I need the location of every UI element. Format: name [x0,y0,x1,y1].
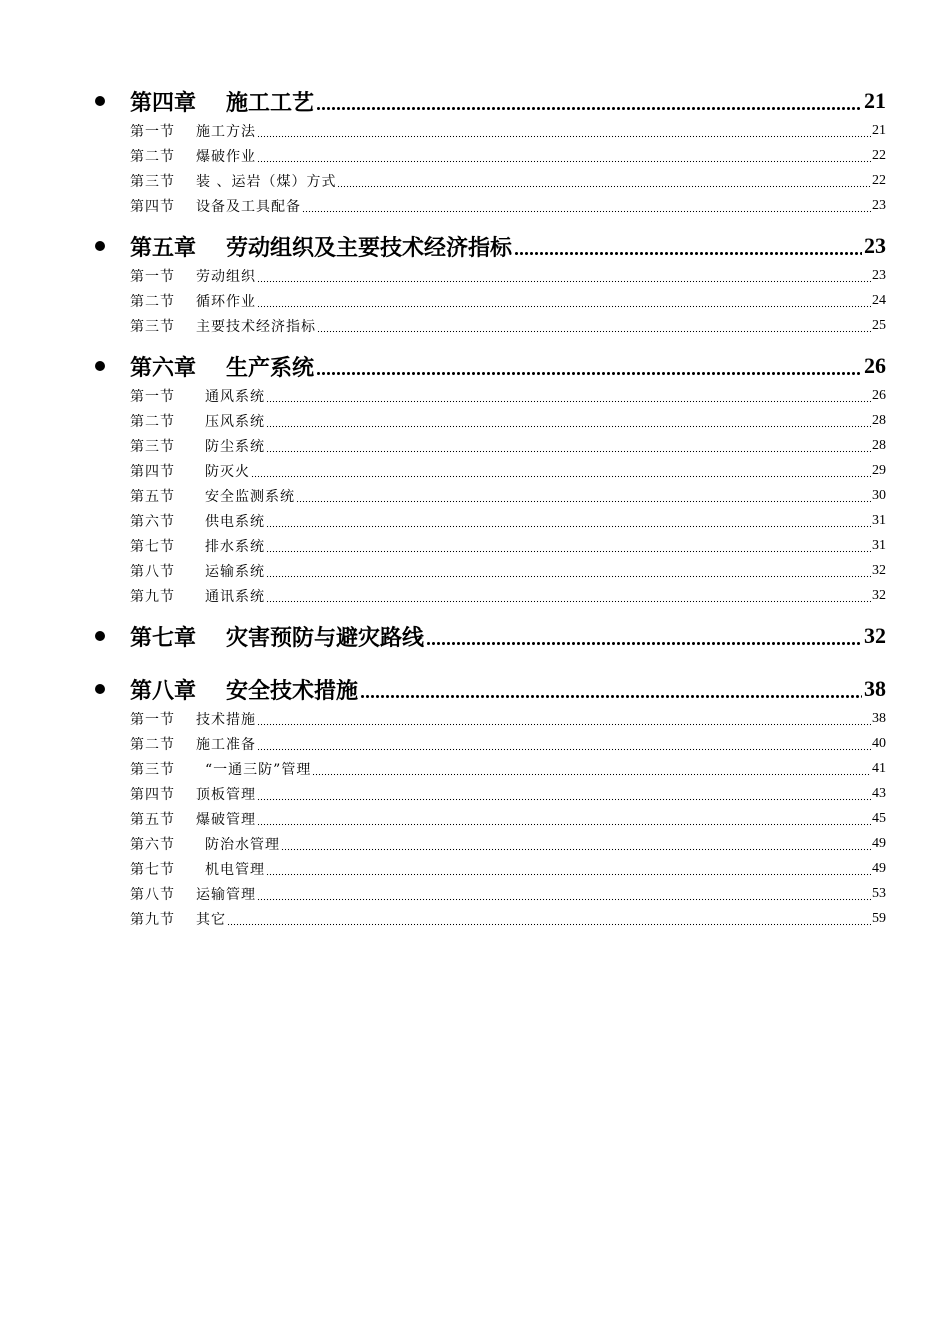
section-page-number: 23 [872,197,886,213]
toc-section[interactable] [0,731,950,756]
chapter-number: 第六章 [130,355,197,381]
section-number: 第三节 [130,761,175,778]
section-title: 运输系统 [205,563,265,580]
section-number: 第三节 [130,173,175,190]
chapter-page-number: 23 [864,233,886,258]
toc-chapter-4[interactable] [0,84,950,118]
section-number: 第七节 [130,861,175,878]
chapter-4-sections [0,118,950,221]
section-number: 第一节 [130,388,175,405]
chapter-page-number: 21 [864,88,886,113]
section-title: 爆破作业 [196,148,256,165]
toc-section[interactable] [0,408,950,433]
dot-leader [337,174,871,188]
section-number: 第二节 [130,148,175,165]
bullet-icon [95,684,105,694]
toc-section[interactable] [0,831,950,856]
section-number: 第五节 [130,488,175,505]
toc-chapter-6[interactable] [0,349,950,383]
chapter-number: 第八章 [130,678,197,704]
section-page-number: 26 [872,387,886,403]
chapter-number: 第四章 [130,90,197,116]
toc-section[interactable] [0,383,950,408]
section-title: 运输管理 [196,886,256,903]
section-page-number: 41 [872,760,886,776]
section-number: 第八节 [130,563,175,580]
section-title: 施工准备 [196,736,256,753]
dot-leader [257,887,871,901]
dot-leader [257,124,871,138]
chapter-title: 劳动组织及主要技术经济指标 [226,235,513,261]
section-page-number: 31 [872,512,886,528]
dot-leader [281,837,871,851]
section-number: 第三节 [130,438,175,455]
toc-chapter-7[interactable] [0,619,950,653]
dot-leader [257,787,871,801]
dot-leader [257,269,871,283]
section-title: 主要技术经济指标 [196,318,316,335]
dot-leader [257,812,871,826]
chapter-title: 安全技术措施 [226,678,359,704]
section-title: 装 、运岩（煤）方式 [196,173,337,190]
chapter-page-number: 38 [864,676,886,701]
dot-leader [251,464,871,478]
chapter-5-sections [0,263,950,341]
section-number: 第四节 [130,786,175,803]
chapter-title: 灾害预防与避灾路线 [226,625,425,651]
section-title: 防治水管理 [205,836,280,853]
section-page-number: 28 [872,412,886,428]
bullet-icon [95,96,105,106]
toc-section[interactable] [0,881,950,906]
chapter-8-sections [0,706,950,934]
section-title: 防灭火 [205,463,250,480]
toc-section[interactable] [0,313,950,338]
chapter-page-number: 26 [864,353,886,378]
dot-leader [360,677,862,699]
section-title: 机电管理 [205,861,265,878]
toc-section[interactable] [0,533,950,558]
section-number: 第四节 [130,463,175,480]
chapter-title: 施工工艺 [226,90,315,116]
section-title: 劳动组织 [196,268,256,285]
toc-section[interactable] [0,168,950,193]
dot-leader [266,564,871,578]
section-page-number: 28 [872,437,886,453]
toc-chapter-8[interactable] [0,672,950,706]
section-page-number: 22 [872,172,886,188]
section-number: 第二节 [130,293,175,310]
section-title: 循环作业 [196,293,256,310]
chapter-page-number: 32 [864,623,886,648]
section-page-number: 49 [872,860,886,876]
dot-leader [266,539,871,553]
toc-section[interactable] [0,806,950,831]
section-number: 第七节 [130,538,175,555]
section-title: 其它 [196,911,226,928]
toc-section[interactable] [0,193,950,218]
toc-section[interactable] [0,118,950,143]
chapter-6-sections [0,383,950,611]
section-title: 通讯系统 [205,588,265,605]
chapter-number: 第七章 [130,625,197,651]
bullet-icon [95,631,105,641]
toc-section[interactable] [0,558,950,583]
section-page-number: 49 [872,835,886,851]
section-number: 第六节 [130,836,175,853]
dot-leader [302,199,871,213]
dot-leader [266,439,871,453]
toc-section[interactable] [0,433,950,458]
section-page-number: 23 [872,267,886,283]
section-page-number: 43 [872,785,886,801]
section-page-number: 31 [872,537,886,553]
dot-leader [227,912,871,926]
section-page-number: 53 [872,885,886,901]
dot-leader [296,489,871,503]
dot-leader [514,234,862,256]
toc-section[interactable] [0,508,950,533]
section-number: 第一节 [130,268,175,285]
dot-leader [312,762,871,776]
section-page-number: 59 [872,910,886,926]
section-title: 供电系统 [205,513,265,530]
chapter-title: 生产系统 [226,355,315,381]
dot-leader [316,89,862,111]
toc-section[interactable] [0,143,950,168]
dot-leader [266,589,871,603]
section-page-number: 45 [872,810,886,826]
section-title: 设备及工具配备 [196,198,301,215]
section-title: “一通三防”管理 [205,761,312,778]
section-page-number: 25 [872,317,886,333]
bullet-icon [95,241,105,251]
dot-leader [257,737,871,751]
dot-leader [266,414,871,428]
toc-section[interactable] [0,288,950,313]
section-number: 第二节 [130,736,175,753]
section-title: 通风系统 [205,388,265,405]
dot-leader [266,862,871,876]
section-number: 第二节 [130,413,175,430]
section-page-number: 24 [872,292,886,308]
section-title: 排水系统 [205,538,265,555]
section-title: 安全监测系统 [205,488,295,505]
dot-leader [317,319,871,333]
section-page-number: 40 [872,735,886,751]
section-number: 第八节 [130,886,175,903]
table-of-contents [0,84,950,934]
dot-leader [257,712,871,726]
section-page-number: 32 [872,562,886,578]
toc-section[interactable] [0,583,950,608]
section-page-number: 22 [872,147,886,163]
section-number: 第四节 [130,198,175,215]
section-title: 爆破管理 [196,811,256,828]
dot-leader [266,389,871,403]
section-title: 压风系统 [205,413,265,430]
toc-section[interactable] [0,458,950,483]
toc-section[interactable] [0,781,950,806]
section-number: 第九节 [130,911,175,928]
section-page-number: 32 [872,587,886,603]
section-number: 第一节 [130,711,175,728]
section-title: 顶板管理 [196,786,256,803]
toc-chapter-5[interactable] [0,229,950,263]
section-title: 技术措施 [196,711,256,728]
toc-section[interactable] [0,706,950,731]
section-page-number: 21 [872,122,886,138]
dot-leader [316,354,862,376]
toc-section[interactable] [0,263,950,288]
section-title: 施工方法 [196,123,256,140]
toc-section[interactable] [0,856,950,881]
toc-section[interactable] [0,906,950,931]
bullet-icon [95,361,105,371]
chapter-number: 第五章 [130,235,197,261]
toc-section[interactable] [0,483,950,508]
section-page-number: 38 [872,710,886,726]
section-number: 第三节 [130,318,175,335]
section-number: 第九节 [130,588,175,605]
section-page-number: 29 [872,462,886,478]
dot-leader [257,149,871,163]
section-number: 第一节 [130,123,175,140]
section-page-number: 30 [872,487,886,503]
section-number: 第六节 [130,513,175,530]
chapter-7-sections [0,653,950,664]
dot-leader [426,624,862,646]
dot-leader [257,294,871,308]
section-title: 防尘系统 [205,438,265,455]
dot-leader [266,514,871,528]
toc-section[interactable] [0,756,950,781]
section-number: 第五节 [130,811,175,828]
